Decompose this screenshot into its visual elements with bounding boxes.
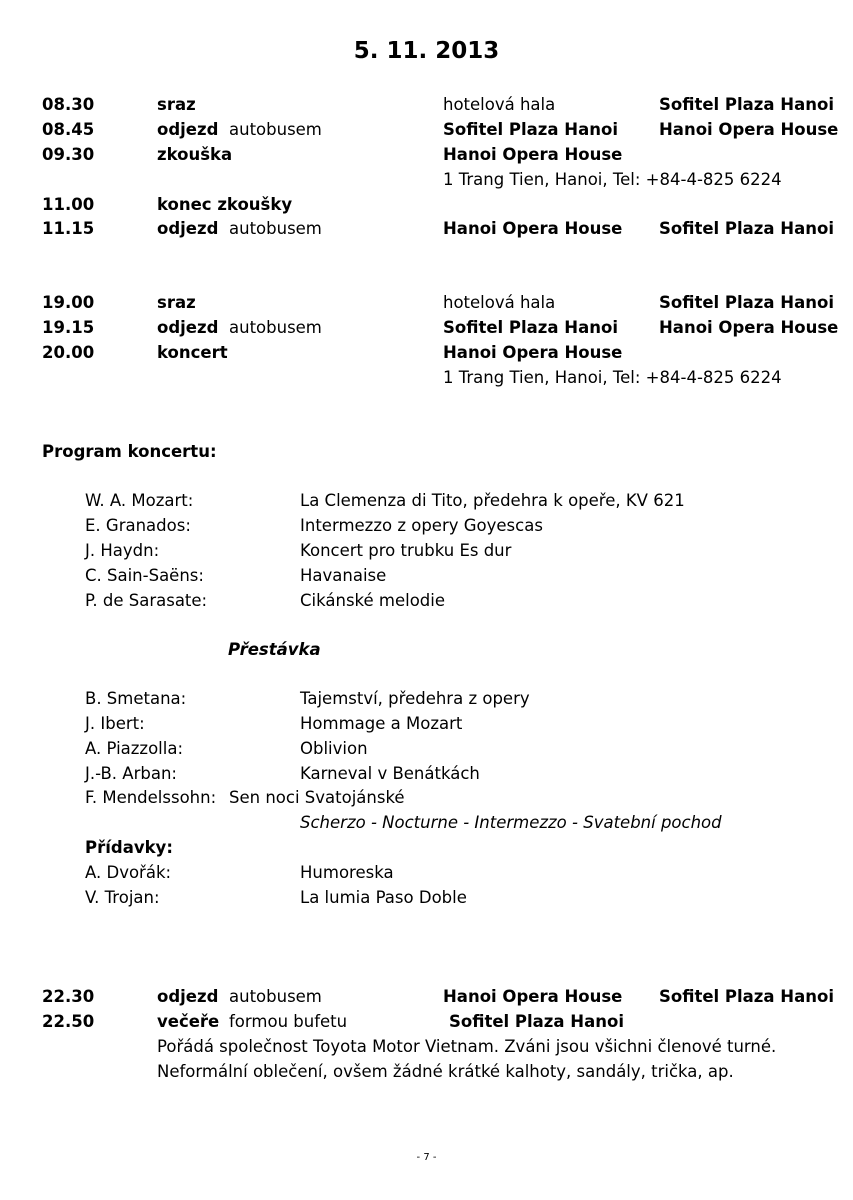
time: 11.00: [42, 195, 95, 214]
location-to: Hanoi Opera House: [659, 120, 839, 139]
location-from: hotelová hala: [443, 293, 556, 312]
composer: E. Granados:: [85, 516, 191, 535]
composer: C. Sain-Saëns:: [85, 566, 204, 585]
event: koncert: [157, 343, 228, 362]
dinner-note: Pořádá společnost Toyota Motor Vietnam. Zváni jsou všichni členové turné.: [157, 1037, 777, 1056]
program-heading: Program koncertu:: [42, 442, 217, 461]
composer: J.-B. Arban:: [85, 764, 177, 783]
transport-mode: autobusem: [229, 987, 322, 1006]
composer: A. Dvořák:: [85, 863, 172, 882]
address: 1 Trang Tien, Hanoi, Tel: +84-4-825 6224: [443, 170, 782, 189]
time: 20.00: [42, 343, 95, 362]
event: sraz: [157, 95, 196, 114]
composer: J. Ibert:: [85, 714, 145, 733]
page-number: - 7 -: [416, 1152, 437, 1163]
time: 19.00: [42, 293, 95, 312]
time: 22.30: [42, 987, 95, 1006]
transport-mode: autobusem: [229, 120, 322, 139]
composer: A. Piazzolla:: [85, 739, 184, 758]
location-from: Sofitel Plaza Hanoi: [443, 318, 618, 337]
address: 1 Trang Tien, Hanoi, Tel: +84-4-825 6224: [443, 368, 782, 387]
time: 08.45: [42, 120, 95, 139]
work: Havanaise: [300, 566, 387, 585]
time: 22.50: [42, 1012, 95, 1031]
transport-mode: autobusem: [229, 219, 322, 238]
transport-mode: autobusem: [229, 318, 322, 337]
work: La lumia Paso Doble: [300, 888, 467, 907]
work: Karneval v Benátkách: [300, 764, 480, 783]
intermission-label: Přestávka: [228, 640, 321, 659]
work-movements: Scherzo - Nocturne - Intermezzo - Svatební pochod: [300, 813, 722, 832]
location-from: hotelová hala: [443, 95, 556, 114]
work: La Clemenza di Tito, předehra k opeře, KV 621: [300, 491, 685, 510]
work: Hommage a Mozart: [300, 714, 463, 733]
location-to: Sofitel Plaza Hanoi: [659, 95, 834, 114]
location-to: Sofitel Plaza Hanoi: [659, 219, 834, 238]
event: zkouška: [157, 145, 233, 164]
page-title: 5. 11. 2013: [353, 38, 500, 64]
composer: P. de Sarasate:: [85, 591, 208, 610]
encores-heading: Přídavky:: [85, 838, 173, 857]
time: 11.15: [42, 219, 95, 238]
location-from: Hanoi Opera House: [443, 343, 623, 362]
composer: J. Haydn:: [85, 541, 160, 560]
event: odjezd: [157, 219, 219, 238]
location-from: Hanoi Opera House: [443, 987, 623, 1006]
location-to: Hanoi Opera House: [659, 318, 839, 337]
location-to: Sofitel Plaza Hanoi: [659, 293, 834, 312]
time: 08.30: [42, 95, 95, 114]
work: Koncert pro trubku Es dur: [300, 541, 512, 560]
event: večeře: [157, 1012, 220, 1031]
location-from: Sofitel Plaza Hanoi: [443, 120, 618, 139]
event: odjezd: [157, 987, 219, 1006]
time: 19.15: [42, 318, 95, 337]
location-to: Sofitel Plaza Hanoi: [659, 987, 834, 1006]
event: sraz: [157, 293, 196, 312]
composer: V. Trojan:: [85, 888, 160, 907]
location-from: Hanoi Opera House: [443, 219, 623, 238]
dinner-note: Neformální oblečení, ovšem žádné krátké kalhoty, sandály, trička, ap.: [157, 1062, 734, 1081]
work: Sen noci Svatojánské: [229, 788, 405, 807]
work: Tajemství, předehra z opery: [300, 689, 530, 708]
event: odjezd: [157, 120, 219, 139]
meal-style: formou bufetu: [229, 1012, 348, 1031]
composer: F. Mendelssohn:: [85, 788, 217, 807]
work: Humoreska: [300, 863, 394, 882]
composer: W. A. Mozart:: [85, 491, 194, 510]
work: Intermezzo z opery Goyescas: [300, 516, 543, 535]
event: konec zkoušky: [157, 195, 293, 214]
work: Oblivion: [300, 739, 368, 758]
location-from: Hanoi Opera House: [443, 145, 623, 164]
composer: B. Smetana:: [85, 689, 187, 708]
event: odjezd: [157, 318, 219, 337]
location-from: Sofitel Plaza Hanoi: [449, 1012, 624, 1031]
work: Cikánské melodie: [300, 591, 446, 610]
time: 09.30: [42, 145, 95, 164]
